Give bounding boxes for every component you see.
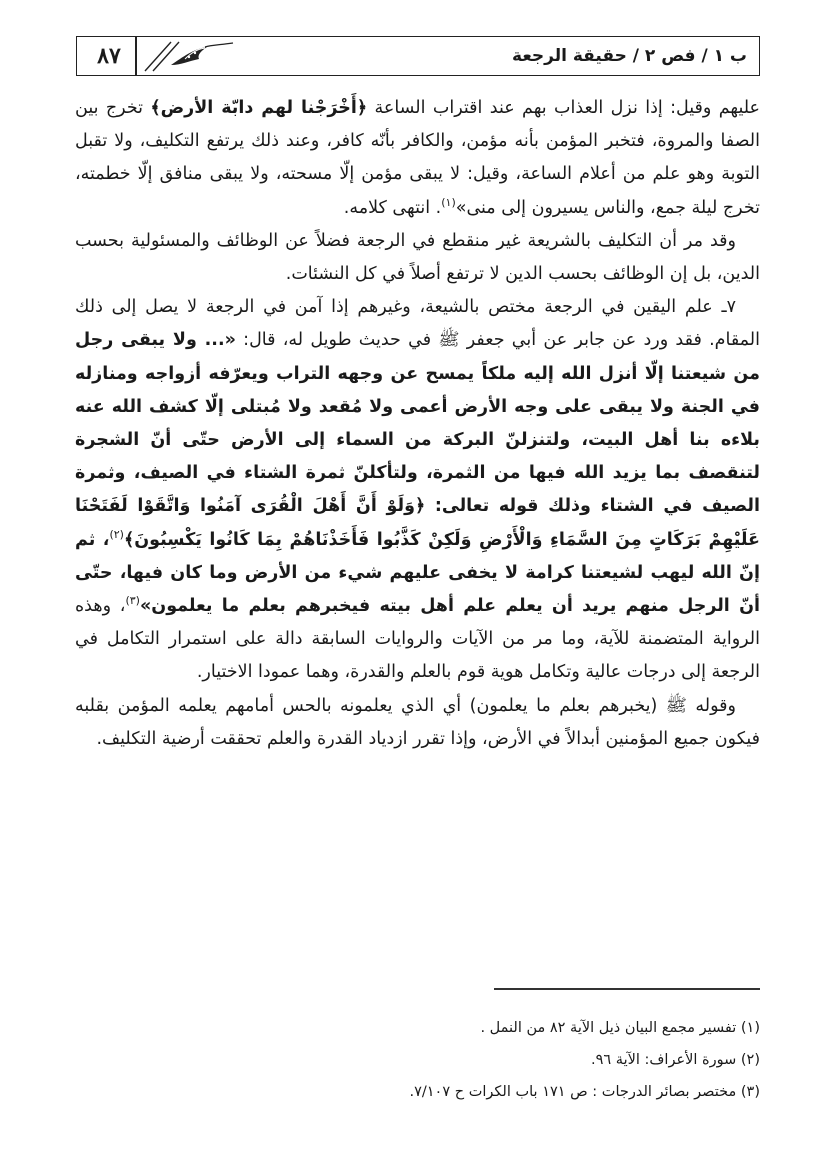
text-span: أي الذي يعلمونه بالحس أمامهم يعلمه المؤمن بقلبه فيكون جميع المؤمنين أبدالاً في الأرض، وإذا تقرر ازدياد القدرة والعلم تحققت أرضية التكليف. (75, 695, 760, 749)
text-span: ، وهذه الرواية المتضمنة للآية، وما مر من الآيات والروايات السابقة دالة على استمرار التكامل في الرجعة إلى درجات عالية وتكامل هوية قوم بالعلم والقدرة، وهما عمودا الاختيار. (75, 596, 760, 683)
text-span: . انتهى كلامه. (343, 197, 442, 218)
footnote-separator (494, 988, 760, 990)
footnote-ref: (٣) (125, 594, 140, 608)
header-ornament-icon (141, 39, 237, 73)
footnote-1: (١) تفسير مجمع البيان ذيل الآية ٨٢ من النمل . (480, 1020, 760, 1036)
text-span: وقوله ﷺ (657, 695, 736, 716)
quoted-phrase: (يخبرهم بعلم ما يعلمون) (469, 695, 658, 716)
footnote-3: (٣) مختصر بصائر الدرجات : ص ١٧١ باب الكرات ح ٧/١٠٧. (409, 1084, 760, 1100)
page-number: ٨٧ (97, 43, 121, 69)
header-divider (135, 37, 137, 75)
text-span: عليهم وقيل: إذا نزل العذاب بهم عند اقتراب الساعة (367, 98, 760, 118)
main-text (75, 92, 760, 756)
footnote-ref: (١) (441, 195, 456, 209)
footnotes (75, 1012, 760, 1108)
paragraph-1 (75, 92, 760, 225)
paragraph-2: وقد مر أن التكليف بالشريعة غير منقطع في الرجعة فضلاً عن الوظائف والمسئولية بحسب الدين، بل إن الوظائف بحسب الدين لا ترتفع أصلاً في كل النشئات. (75, 230, 760, 285)
paragraph-3 (75, 291, 760, 689)
paragraph-4 (75, 690, 760, 756)
text-span: ٧ـ علم اليقين في الرجعة مختص بالشيعة، وغيرهم إذا آمن في الرجعة لا يصل إلى ذلك المقام. فقد ورد عن جابر عن أبي جعفر ﷺ في حديث طويل له، قال: (75, 297, 760, 351)
running-title: ب ١ / فص ٢ / حقيقة الرجعة (512, 46, 747, 66)
footnote-2: (٢) سورة الأعراف: الآية ٩٦. (591, 1052, 760, 1068)
hadith-quote: «... ولا يبقى رجل من شيعتنا إلّا أنزل الله إليه ملكاً يمسح عن وجهه التراب ويعرّفه أزواجه ومنازله في الجنة ولا يبقى على وجه الأرض أعمى ولا مُقعد ولا مُبتلى إلّا كشف الله عنه بلاءه بنا أهل البيت، ولتنزلنّ البركة من السماء إلى الأرض حتّى أنّ الشجرة لتنقصف بما يزيد الله فيها من الثمرة، ولتأكلنّ ثمرة الشتاء في الصيف، وثمرة الصيف في الشتاء وذلك قوله تعالى: (75, 330, 760, 517)
quran-verse: ﴿وَلَوْ أَنَّ أَهْلَ الْقُرَى آمَنُوا وَاتَّقَوْا لَفَتَحْنَا عَلَيْهِمْ بَرَكَاتٍ مِنَ السَّمَاءِ وَالْأَرْضِ وَلَكِنْ كَذَّبُوا فَأَخَذْنَاهُمْ بِمَا كَانُوا يَكْسِبُونَ﴾ (75, 496, 760, 550)
quran-verse: ﴿أَخْرَجْنا لهم دابّة الأرض﴾ (150, 98, 368, 118)
page-header (76, 36, 760, 76)
text-span: تخرج بين الصفا والمروة، فتخبر المؤمن بأنه مؤمن، والكافر بأنّه كافر، وعند ذلك يرتفع التكليف، ولا تقبل التوبة وهو علم من أعلام الساعة، وقيل: لا يبقى مؤمن إلّا مسحته، ولا يبقى منافق إلّا خطمته، تخرج ليلة جمع، والناس يسيرون إلى منى» (75, 98, 760, 218)
footnote-ref: (٢) (109, 527, 124, 541)
hadith-quote: ، ثم إنّ الله ليهب لشيعتنا كرامة لا يخفى عليهم شيء من الأرض وما كان فيها، حتّى أنّ الرجل منهم يريد أن يعلم علم أهل بيته فيخبرهم بعلم ما يعلمون» (75, 529, 760, 617)
